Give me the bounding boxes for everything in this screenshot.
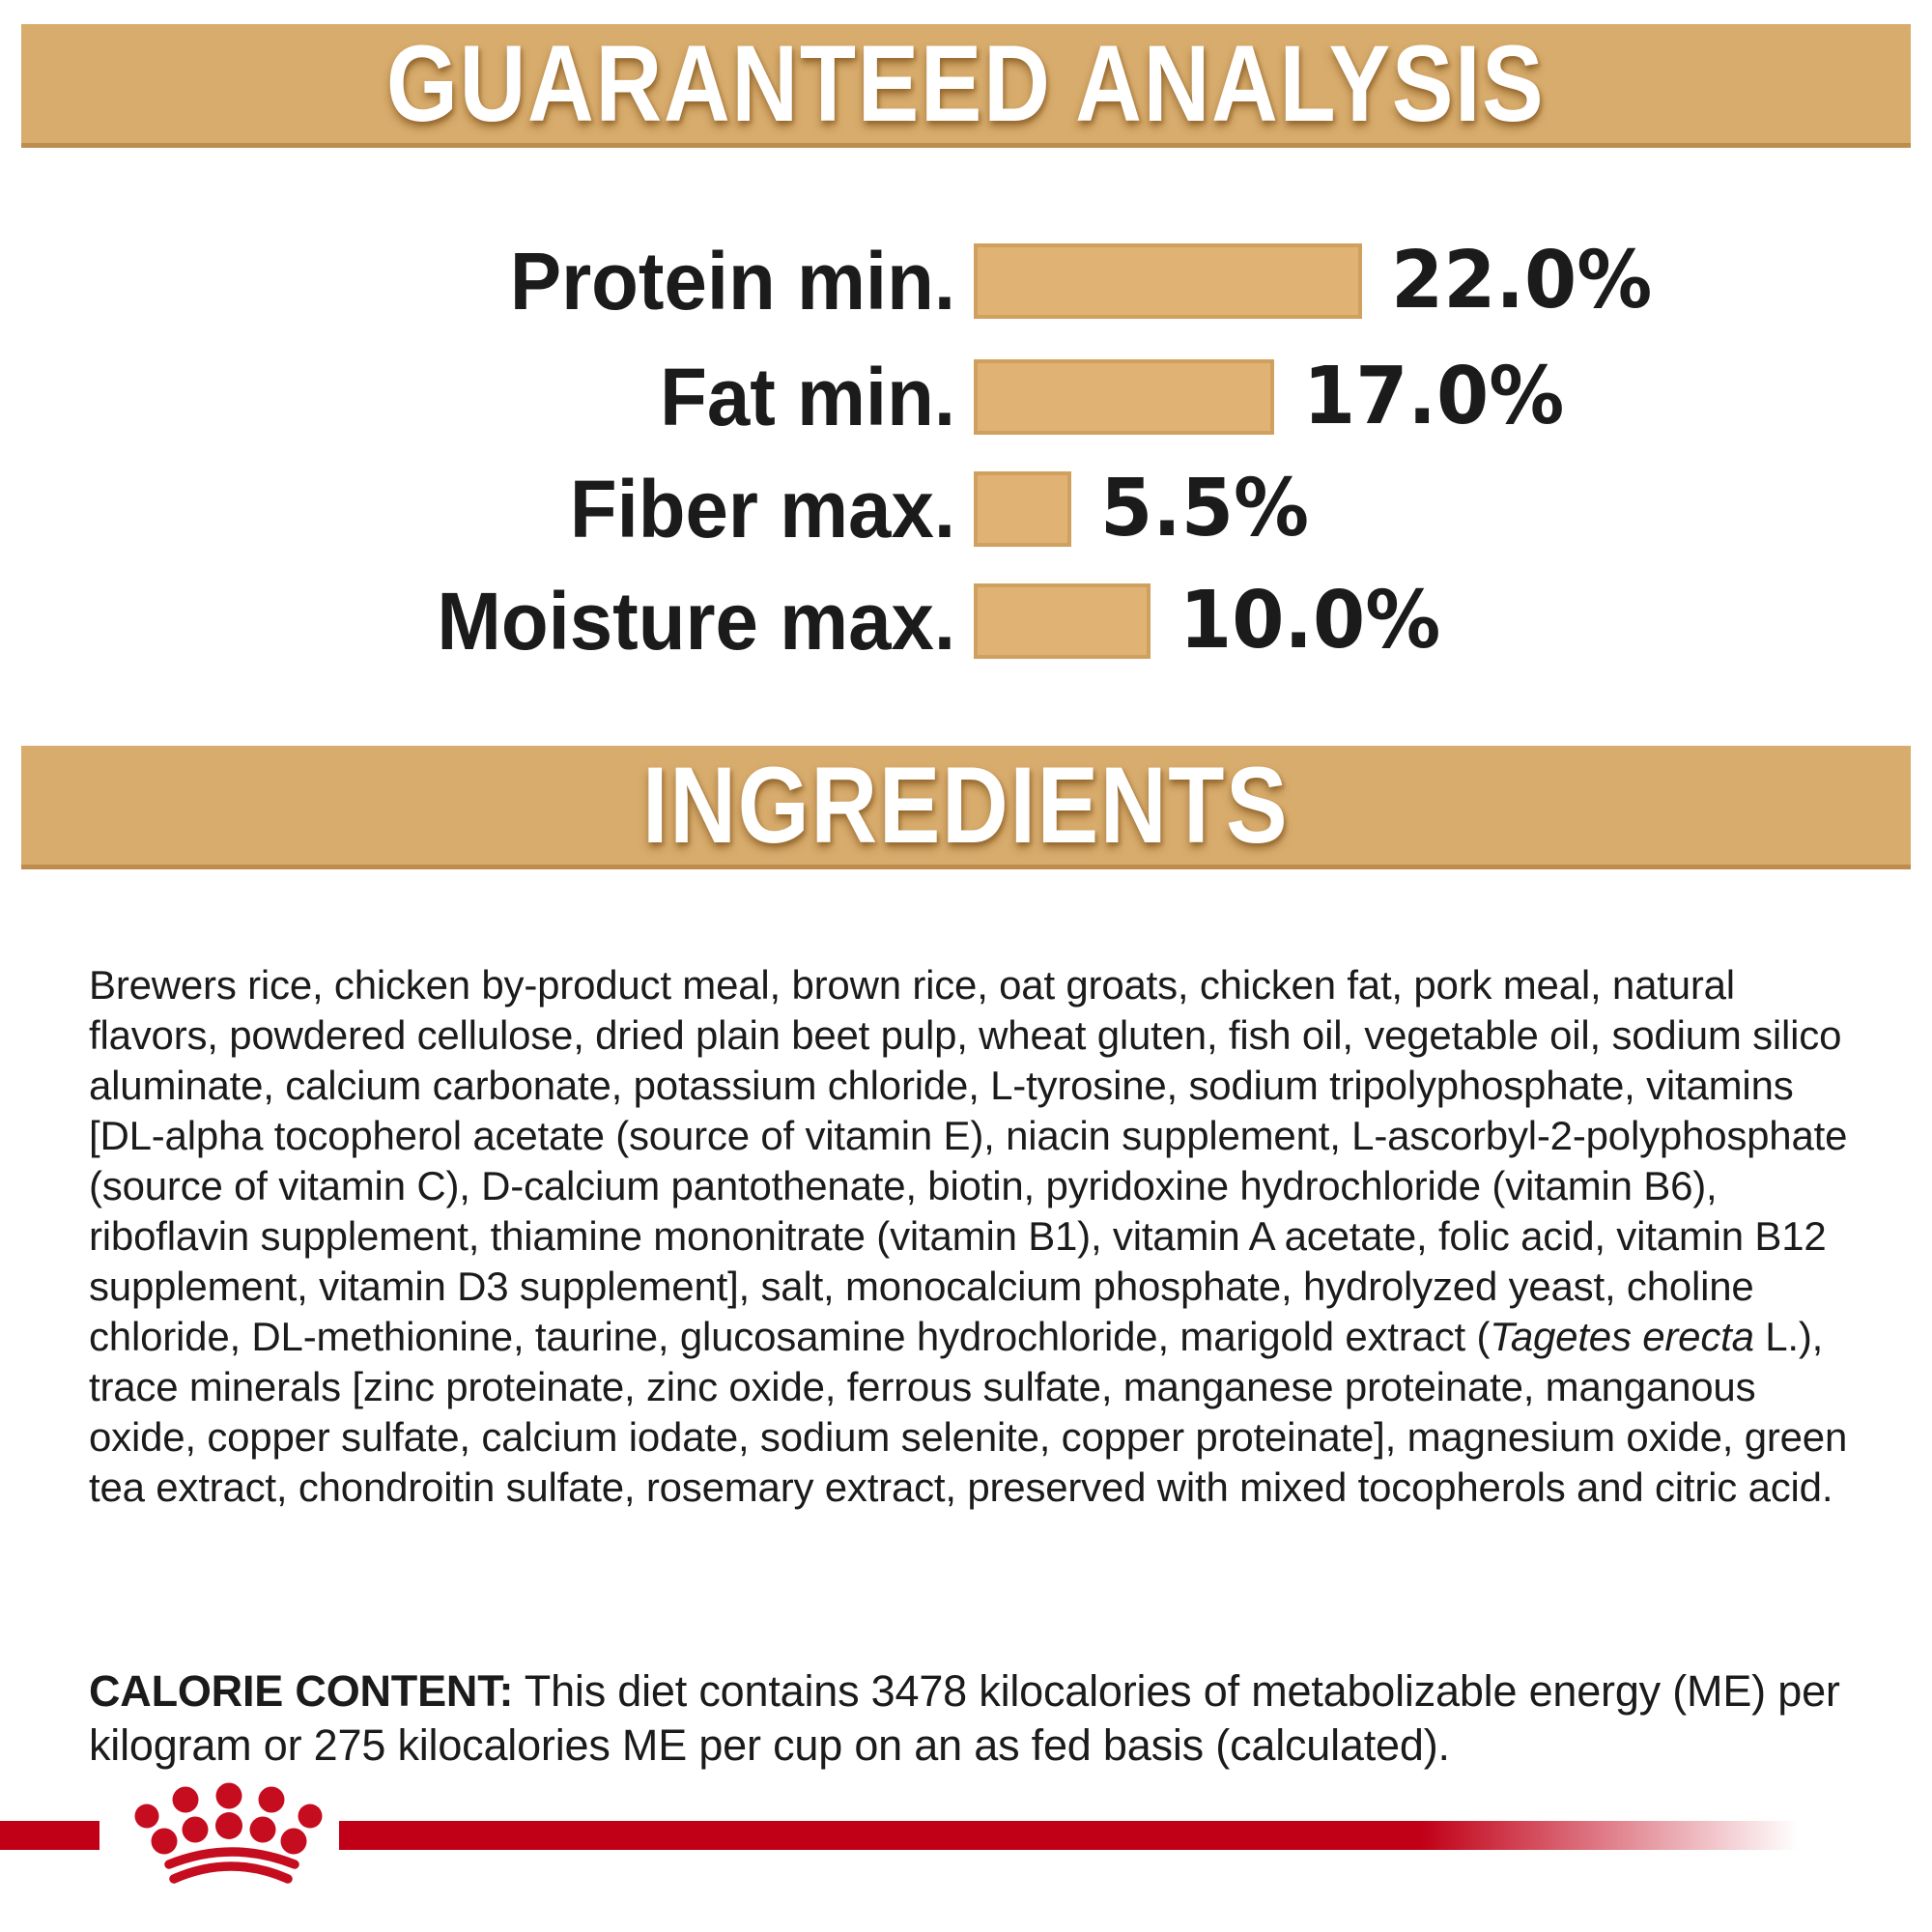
calorie-content-paragraph	[89, 1664, 1866, 1773]
chart-value-label: 5.5%	[1100, 463, 1310, 554]
calorie-content-label: CALORIE CONTENT:	[89, 1666, 514, 1716]
ingredients-paragraph	[89, 960, 1866, 1513]
chart-row-fat-min	[0, 351, 1932, 442]
chart-row-protein-min	[0, 235, 1932, 327]
chart-bar	[974, 359, 1274, 435]
chart-bar	[974, 471, 1071, 547]
chart-bar	[974, 243, 1362, 319]
guaranteed-analysis-chart	[0, 0, 1932, 734]
ingredients-species-italic: Tagetes erecta	[1490, 1314, 1754, 1359]
chart-value-label: 17.0%	[1303, 351, 1565, 442]
ingredients-title: INGREDIENTS	[642, 745, 1290, 866]
chart-category-label: Fiber max.	[569, 464, 955, 554]
ingredients-text-segment: L.), trace minerals [zinc proteinate, zinc oxide, ferrous sulfate, manganese proteinate, manganous oxide, copper sulfate, calcium iodate, sodium selenite, copper proteinate], magnesium oxide, green tea extract, chondroitin sulfate, rosemary extract, preserved with mixed tocopherols and citric acid.	[89, 1314, 1848, 1510]
royal-canin-crown-icon	[99, 1771, 339, 1896]
chart-category-label: Protein min.	[509, 236, 955, 327]
chart-row-fiber-max	[0, 463, 1932, 554]
calorie-content-text: This diet contains 3478 kilocalories of metabolizable energy (ME) per kilogram or 275 kilocalories ME per cup on an as fed basis (calculated).	[89, 1666, 1840, 1770]
ingredients-banner	[21, 746, 1911, 869]
chart-bar	[974, 583, 1151, 659]
guaranteed-analysis-title: GUARANTEED ANALYSIS	[386, 23, 1546, 144]
chart-row-moisture-max	[0, 575, 1932, 667]
brand-logo-box	[99, 1771, 339, 1896]
ingredients-text-segment: Brewers rice, chicken by-product meal, brown rice, oat groats, chicken fat, pork meal, natural flavors, powdered cellulose, dried plain beet pulp, wheat gluten, fish oil, vegetable oil, sodium silico aluminate, calcium carbonate, potassium chloride, L-tyrosine, sodium tripolyphosphate, vitamins [DL-alpha tocopherol acetate (source of vitamin E), niacin supplement, L-ascorbyl-2-polyphosphate (source of vitamin C), D-calcium pantothenate, biotin, pyridoxine hydrochloride (vitamin B6), riboflavin supplement, thiamine mononitrate (vitamin B1), vitamin A acetate, folic acid, vitamin B12 supplement, vitamin D3 supplement], salt, monocalcium phosphate, hydrolyzed yeast, choline chloride, DL-methionine, taurine, glucosamine hydrochloride, marigold extract (	[89, 962, 1848, 1359]
chart-value-label: 10.0%	[1179, 575, 1441, 667]
chart-category-label: Moisture max.	[437, 576, 955, 667]
chart-category-label: Fat min.	[660, 352, 955, 442]
chart-value-label: 22.0%	[1391, 235, 1653, 327]
